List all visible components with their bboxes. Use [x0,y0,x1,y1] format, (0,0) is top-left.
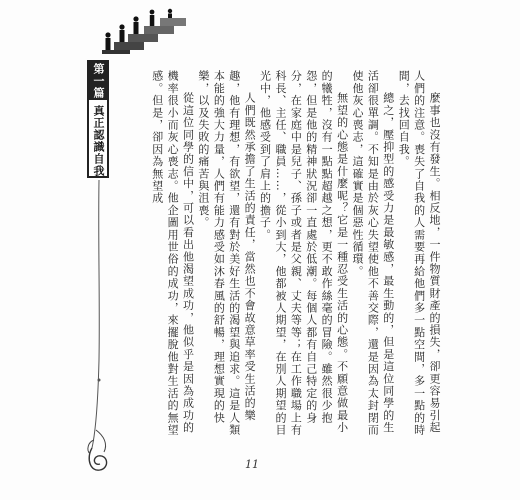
paragraph: 總之，壓抑型的感受力是最敏感，最生動的，但是這位同學的生活卻很單調。不知是由於灰心失望使他不善交際，還是因為太封閉而使他灰心喪志，這確實是個惡性循環。 [350,70,395,436]
chapter-title: 真正認識自我 [92,105,105,177]
paragraph: 從這位同學的信中，可以看出他渴望成功，他似乎是因為成功的機率很小而灰心喪志。他企圖用世俗的成功，來擺脫他對生活的無望感。但是，卻因為無望成 [150,70,195,436]
page-number: 11 [245,458,259,471]
business-people-illustration [100,8,190,58]
chapter-number: 第一篇 [89,62,107,100]
paragraph: 人們既然承擔了生活的責任，當然也不會故意草率受生活的樂趣，他有理想，有欲望，還有對於美好生活的渴望與追求。這是人類本能的強大力量，人們有能力感受如沐春風的舒暢，理想實現的快樂，以及失敗的痛苦與沮喪。 [196,70,257,436]
paragraph: 麼事也沒有發生。相反地，一件物質財產的損失，卻更容易引起人們的注意。喪失了自我的人需要再給他們多一點空間，多一點的時間，去找回自我。 [397,70,441,436]
body-text [72,70,442,440]
paragraph: 無望的心態是什麼呢？它是一種忍受生活的心態。不願意做最小的犧牲，沒有一點點超越之想，更不敢作絲毫的冒險。雖然很少抱怨，但是他的精神狀況卻一直處於低潮。每個人都有自己特定的身分，在家庭中是兒子、孫子或者是父親、丈夫等等；在工作職場上有科長、主任、職員……，從小到大，他都被人期望，在別人期望的目光中，他感受到了肩上的擔子。 [258,70,349,436]
